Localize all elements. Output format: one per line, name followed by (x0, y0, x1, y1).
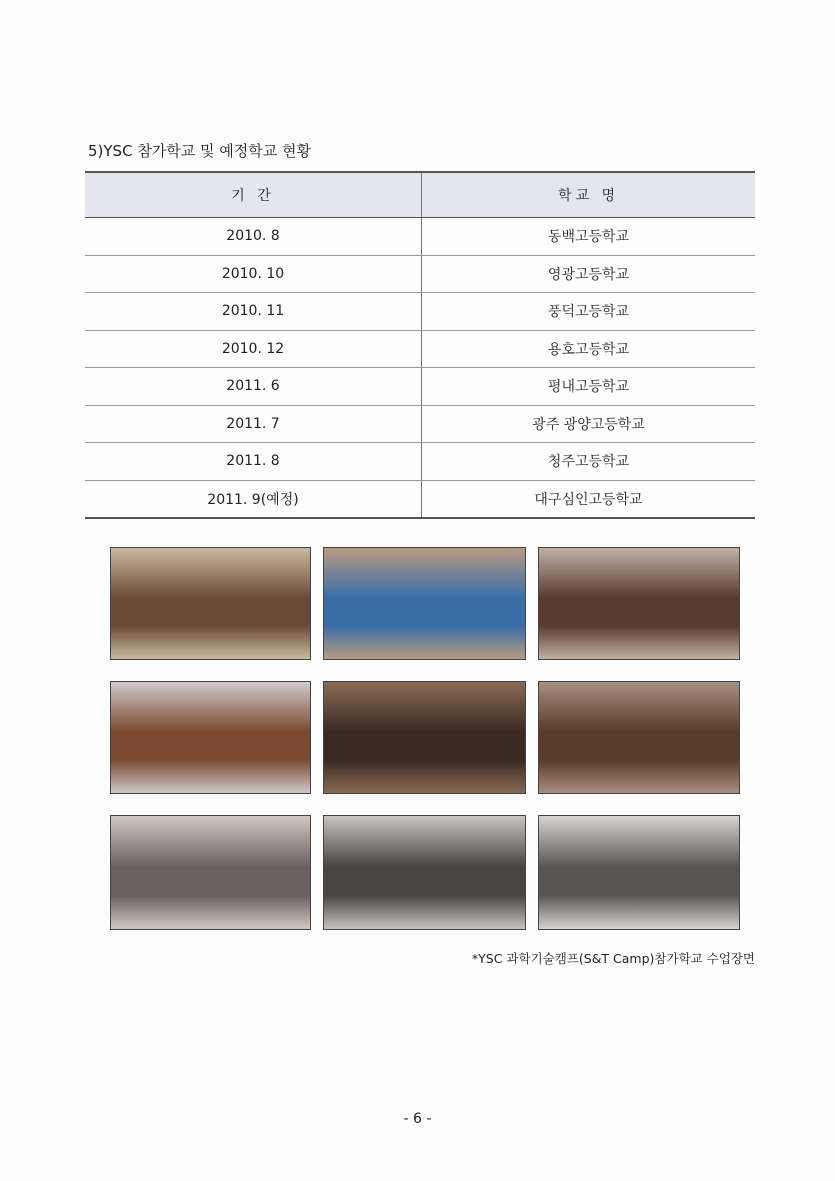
table-row (85, 368, 755, 406)
school-name-cell: 용호고등학교 (422, 330, 756, 368)
camp-photo (538, 547, 740, 660)
period-cell: 2011. 7 (85, 405, 422, 443)
period-cell: 2010. 12 (85, 330, 422, 368)
table-row (85, 443, 755, 481)
school-name-cell: 평내고등학교 (422, 368, 756, 406)
page-number: - 6 - (403, 1111, 432, 1127)
period-cell: 2010. 11 (85, 293, 422, 331)
camp-photo (110, 815, 311, 930)
camp-photo (110, 681, 311, 794)
photo-grid (110, 547, 740, 930)
section-title: 5)YSC 참가학교 및 예정학교 현황 (88, 142, 312, 160)
school-name-cell: 풍덕고등학교 (422, 293, 756, 331)
school-name-cell: 대구심인고등학교 (422, 480, 756, 518)
school-name-cell: 동백고등학교 (422, 218, 756, 256)
period-cell: 2010. 10 (85, 255, 422, 293)
photo-caption: *YSC 과학기술캠프(S&T Camp)참가학교 수업장면 (471, 951, 755, 966)
period-cell: 2010. 8 (85, 218, 422, 256)
table-row (85, 293, 755, 331)
table-row (85, 480, 755, 518)
schools-table (85, 171, 755, 519)
header-school: 학교 명 (422, 172, 756, 218)
camp-photo (323, 681, 526, 794)
table-row (85, 405, 755, 443)
header-period: 기 간 (85, 172, 422, 218)
table-row (85, 218, 755, 256)
camp-photo (538, 681, 740, 794)
period-cell: 2011. 6 (85, 368, 422, 406)
period-cell: 2011. 8 (85, 443, 422, 481)
camp-photo (323, 815, 526, 930)
camp-photo (323, 547, 526, 660)
period-cell: 2011. 9(예정) (85, 480, 422, 518)
camp-photo (110, 547, 311, 660)
school-name-cell: 영광고등학교 (422, 255, 756, 293)
school-name-cell: 청주고등학교 (422, 443, 756, 481)
table-row (85, 255, 755, 293)
camp-photo (538, 815, 740, 930)
school-name-cell: 광주 광양고등학교 (422, 405, 756, 443)
table-row (85, 330, 755, 368)
